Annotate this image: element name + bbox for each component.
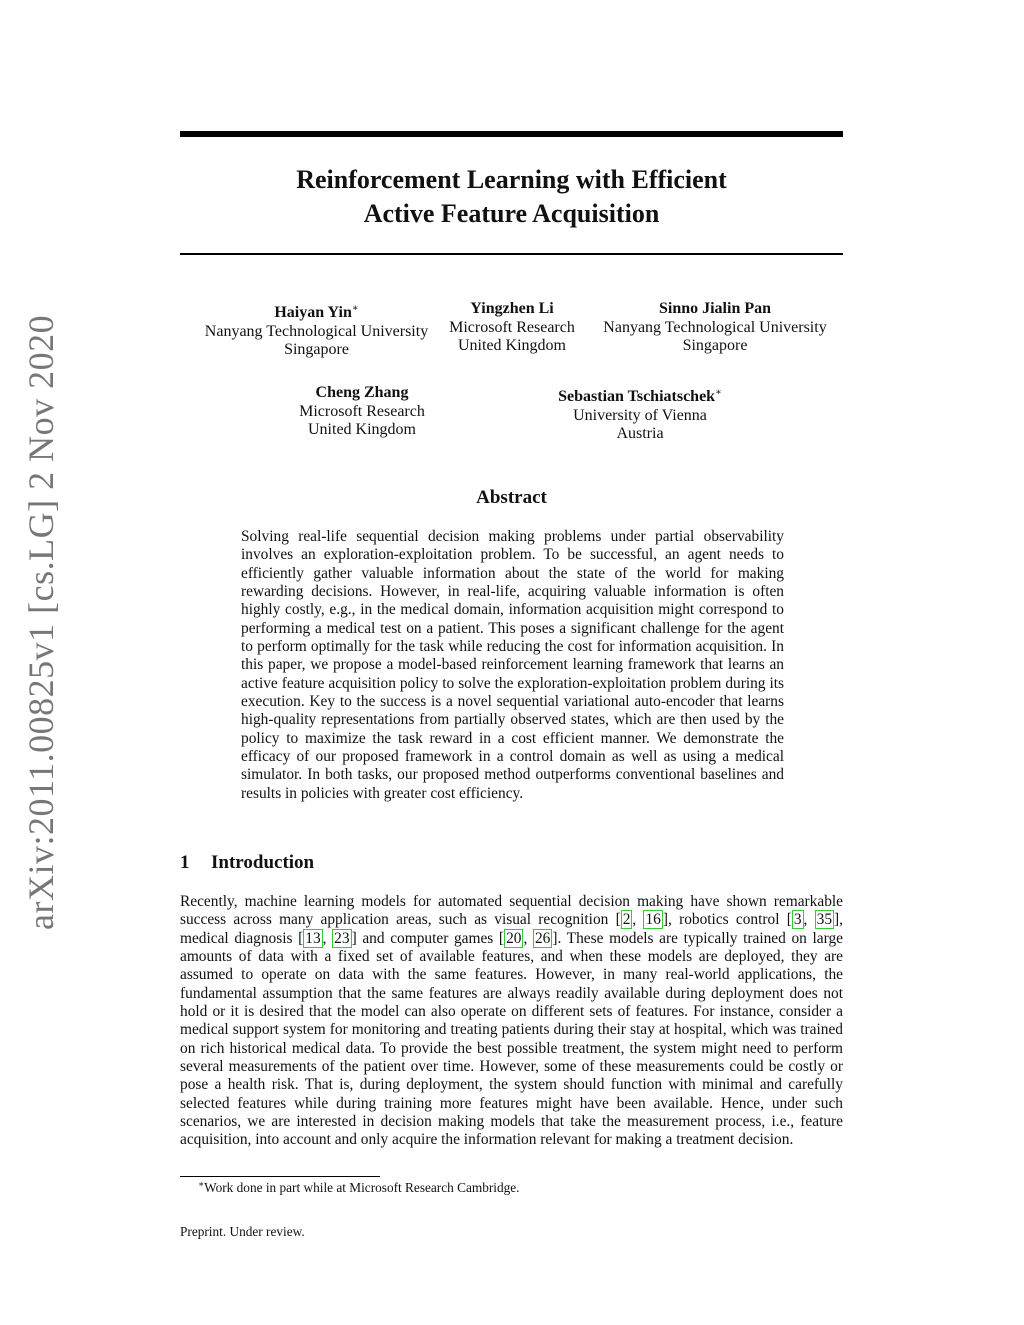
citation-link[interactable]: 26 — [534, 929, 551, 947]
author-location: Singapore — [284, 341, 349, 358]
author-block — [180, 300, 453, 360]
author-block — [520, 384, 760, 444]
author-affiliation: Microsoft Research — [299, 402, 425, 420]
citation-link[interactable]: 16 — [645, 911, 661, 929]
author-location: United Kingdom — [458, 337, 566, 354]
footnote-text: Work done in part while at Microsoft Research Cambridge. — [204, 1180, 520, 1195]
title-top-rule — [180, 131, 843, 137]
title-line-2: Active Feature Acquisition — [363, 199, 660, 228]
footnote-rule — [180, 1176, 380, 1177]
footnote — [198, 1179, 520, 1196]
author-mark: ∗ — [715, 387, 722, 398]
author-block — [430, 300, 594, 356]
citation-link[interactable]: 20 — [506, 929, 522, 947]
section-number: 1 — [180, 852, 190, 873]
author-location: Austria — [616, 425, 664, 442]
preprint-footer: Preprint. Under review. — [180, 1224, 305, 1239]
author-name: Haiyan Yin — [274, 304, 352, 321]
title-line-1: Reinforcement Learning with Efficient — [296, 165, 727, 194]
abstract-text: Solving real-life sequential decision making problems under partial observability involves an exploration-exploitation problem. To be successful, an agent needs to efficiently gather valuable information about the state of the world for making rewarding decisions. However, in real-life, acquiring valuable information is often highly costly, e.g., in the medical domain, information acquisition might correspond to performing a medical test on a patient. This poses a significant challenge for the agent to perform optimally for the task while reducing the cost for information acquisition. In this paper, we propose a model-based reinforcement learning framework that learns an active feature acquisition policy to solve the exploration-exploitation problem during its execution. Key to the success is a novel sequential variational auto-encoder that learns high-quality representations from partially observed states, which are then used by the policy to maximize the task reward in a cost efficient manner. We demonstrate the efficacy of our proposed framework in a control domain as well as using a medical simulator. In both tasks, our proposed method outperforms conventional baselines and results in policies with greater cost efficiency. — [241, 528, 784, 802]
title-bottom-rule — [180, 253, 843, 255]
author-block — [262, 384, 462, 440]
citation-link[interactable]: 23 — [334, 929, 350, 947]
citation-link[interactable]: 13 — [305, 929, 321, 947]
author-name: Cheng Zhang — [315, 384, 409, 401]
author-location: United Kingdom — [308, 421, 416, 438]
author-name: Sinno Jialin Pan — [658, 300, 772, 317]
author-block — [585, 300, 845, 356]
author-affiliation: Microsoft Research — [449, 318, 575, 336]
citation-link[interactable]: 2 — [622, 911, 631, 929]
author-affiliation: Nanyang Technological University — [603, 318, 827, 336]
author-affiliation: University of Vienna — [573, 406, 707, 424]
author-affiliation: Nanyang Technological University — [204, 322, 429, 340]
arxiv-identifier: arXiv:2011.00825v1 [cs.LG] 2 Nov 2020 — [21, 314, 61, 930]
author-name: Yingzhen Li — [470, 300, 554, 317]
footnote-mark: ∗ — [198, 1179, 205, 1189]
citation-link[interactable]: 3 — [793, 911, 802, 929]
section-heading — [180, 852, 314, 874]
intro-paragraph: Recently, machine learning models for automated sequential decision making have shown remarkable success across many application areas, such as visual recognition [ 2 , 16 ], robotics control [ 3 , 35 ], medical diagnosis [ 13 , 23 ] and computer games [ 20 , 26 ]. These models are typically trained on large amounts of data with a fixed set of available features, and when these models are deployed, they are assumed to operate on data with the same features. However, in many real-world applications, the fundamental assumption that the same features are always readily available during deployment does not hold or it is desired that the model can also operate on different sets of features. For instance, consider a medical support system for monitoring and treating patients during their stay at hospital, which was trained on rich historical medical data. To provide the best possible treatment, the system might need to perform several measurements of the patient over time. However, some of these measurements could be costly or pose a health risk. That is, during deployment, the system should function with minimal and carefully selected features while during training more features might have been available. Hence, under such scenarios, we are interested in decision making models that take the measurement process, i.e., feature acquisition, into account and only acquire the information relevant for making a treatment decision. — [180, 893, 843, 1149]
author-mark: ∗ — [351, 303, 359, 314]
citation-link[interactable]: 35 — [816, 911, 833, 929]
author-name: Sebastian Tschiatschek — [558, 388, 716, 405]
author-location: Singapore — [682, 337, 748, 354]
paper-title — [180, 163, 843, 231]
section-title: Introduction — [211, 852, 315, 873]
abstract-heading: Abstract — [476, 487, 547, 508]
